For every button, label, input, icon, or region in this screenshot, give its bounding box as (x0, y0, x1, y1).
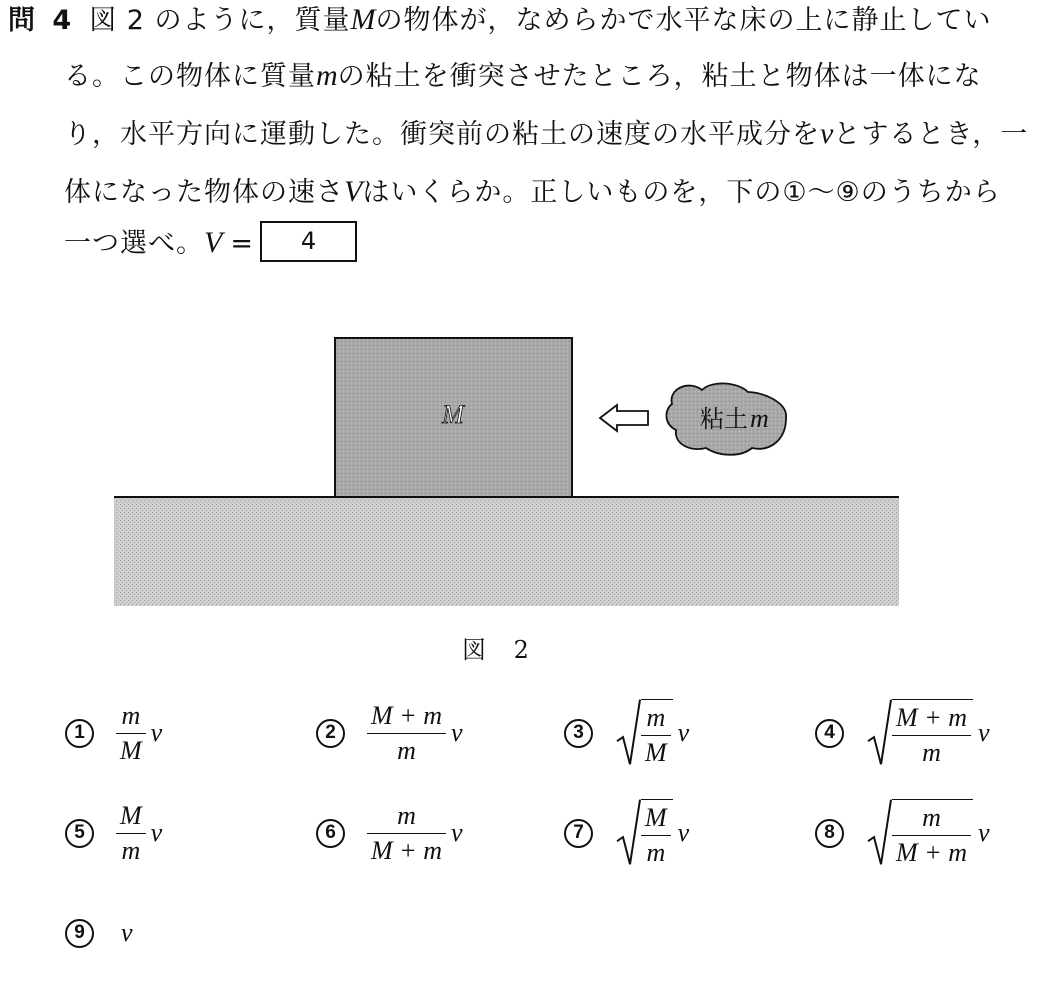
fraction-bar (116, 733, 146, 734)
square-root (866, 799, 973, 867)
radicand (641, 699, 673, 767)
denominator: M + m (371, 835, 442, 865)
radicand (892, 799, 973, 867)
choice-number: 6 (316, 819, 345, 848)
fraction (367, 702, 446, 765)
choice-2 (316, 702, 463, 764)
choice-7 (564, 802, 690, 867)
numerator: m (121, 700, 141, 730)
choice-number: 8 (815, 819, 844, 848)
radicand (641, 799, 673, 867)
choice-6 (316, 802, 463, 864)
choice-4 (815, 702, 990, 767)
question-line-5 (64, 225, 254, 262)
velocity-var: v (677, 718, 690, 747)
fraction (116, 802, 146, 865)
fraction (641, 704, 671, 767)
question-text: る。この物体に質量 (64, 61, 316, 92)
question-text: 図 2 のように，質量 (89, 5, 351, 36)
arrow-left-icon (600, 405, 648, 431)
clay-var: m (750, 404, 769, 433)
choice-number: 3 (564, 719, 593, 748)
fraction (116, 702, 146, 765)
equals-sign: = (230, 228, 254, 259)
choice-3 (564, 702, 690, 767)
choice-8 (815, 802, 990, 867)
choice-number: 2 (316, 719, 345, 748)
square-root (615, 699, 673, 767)
denominator: m (121, 835, 141, 865)
figure-2 (0, 300, 1048, 620)
velocity-var: v (121, 918, 133, 947)
velocity-var: v (977, 718, 990, 747)
question-text: り，水平方向に運動した。衝突前の粘土の速度の水平成分を (64, 119, 820, 150)
numerator: M + m (371, 700, 442, 730)
math-var: m (316, 59, 338, 92)
choice-1 (65, 702, 162, 764)
question-text: の粘土を衝突させたところ，粘土と物体は一体にな (337, 61, 982, 92)
fraction (367, 802, 446, 865)
clay-label: 粘土m (700, 404, 769, 433)
fraction-bar (367, 833, 446, 834)
numerator: M (120, 800, 142, 830)
fraction (641, 804, 671, 867)
square-root (866, 699, 973, 767)
question-line-4 (64, 174, 1001, 211)
choice-number: 5 (65, 819, 94, 848)
question-line-2 (64, 58, 982, 95)
denominator: M (645, 738, 667, 767)
numerator: m (922, 803, 941, 832)
fraction-bar (892, 835, 971, 836)
math-var: V (344, 175, 363, 208)
block-label: M (442, 400, 464, 429)
choice-9 (65, 902, 133, 964)
velocity-var: v (977, 818, 990, 847)
denominator: m (646, 838, 666, 867)
velocity-var: v (150, 718, 163, 747)
question-label: 問 4 (8, 5, 76, 36)
choice-number: 4 (815, 719, 844, 748)
radicand (892, 699, 973, 767)
math-var: V (204, 226, 223, 259)
choice-number: 9 (65, 919, 94, 948)
question-text: 一つ選べ。 (64, 228, 204, 259)
velocity-var: v (677, 818, 690, 847)
fraction-bar (641, 835, 671, 836)
fraction (892, 804, 971, 867)
velocity-var: v (150, 818, 163, 847)
figure-caption: 図 2 (462, 636, 539, 664)
denominator: m (397, 735, 416, 765)
numerator: m (646, 703, 666, 732)
question-text: はいくらか。正しいものを，下の①～⑨のうちから (362, 177, 1001, 208)
radical-sign-icon (866, 699, 892, 767)
floor (114, 497, 899, 606)
math-var: M (350, 3, 376, 36)
answer-box: 4 (260, 221, 357, 262)
choice-5 (65, 802, 162, 864)
fraction-bar (116, 833, 146, 834)
radical-sign-icon (866, 799, 892, 867)
choice-number: 1 (65, 719, 94, 748)
fraction-bar (641, 735, 671, 736)
question-text: の物体が，なめらかで水平な床の上に静止してい (375, 5, 992, 36)
question-line-3 (64, 116, 1028, 153)
velocity-var: v (450, 818, 463, 847)
math-var: v (820, 117, 834, 150)
square-root (615, 799, 673, 867)
denominator: M + m (896, 838, 967, 867)
question-line-1 (0, 2, 992, 39)
fraction (892, 704, 971, 767)
question-text: 体になった物体の速さ (64, 177, 344, 208)
radical-sign-icon (615, 799, 641, 867)
denominator: m (922, 738, 941, 767)
radical-sign-icon (615, 699, 641, 767)
numerator: M + m (896, 703, 967, 732)
question-text: とするとき，一 (833, 119, 1029, 150)
choice-number: 7 (564, 819, 593, 848)
fraction-bar (892, 735, 971, 736)
velocity-var: v (450, 718, 463, 747)
denominator: M (120, 735, 142, 765)
numerator: M (645, 803, 667, 832)
numerator: m (397, 800, 416, 830)
fraction-bar (367, 733, 446, 734)
